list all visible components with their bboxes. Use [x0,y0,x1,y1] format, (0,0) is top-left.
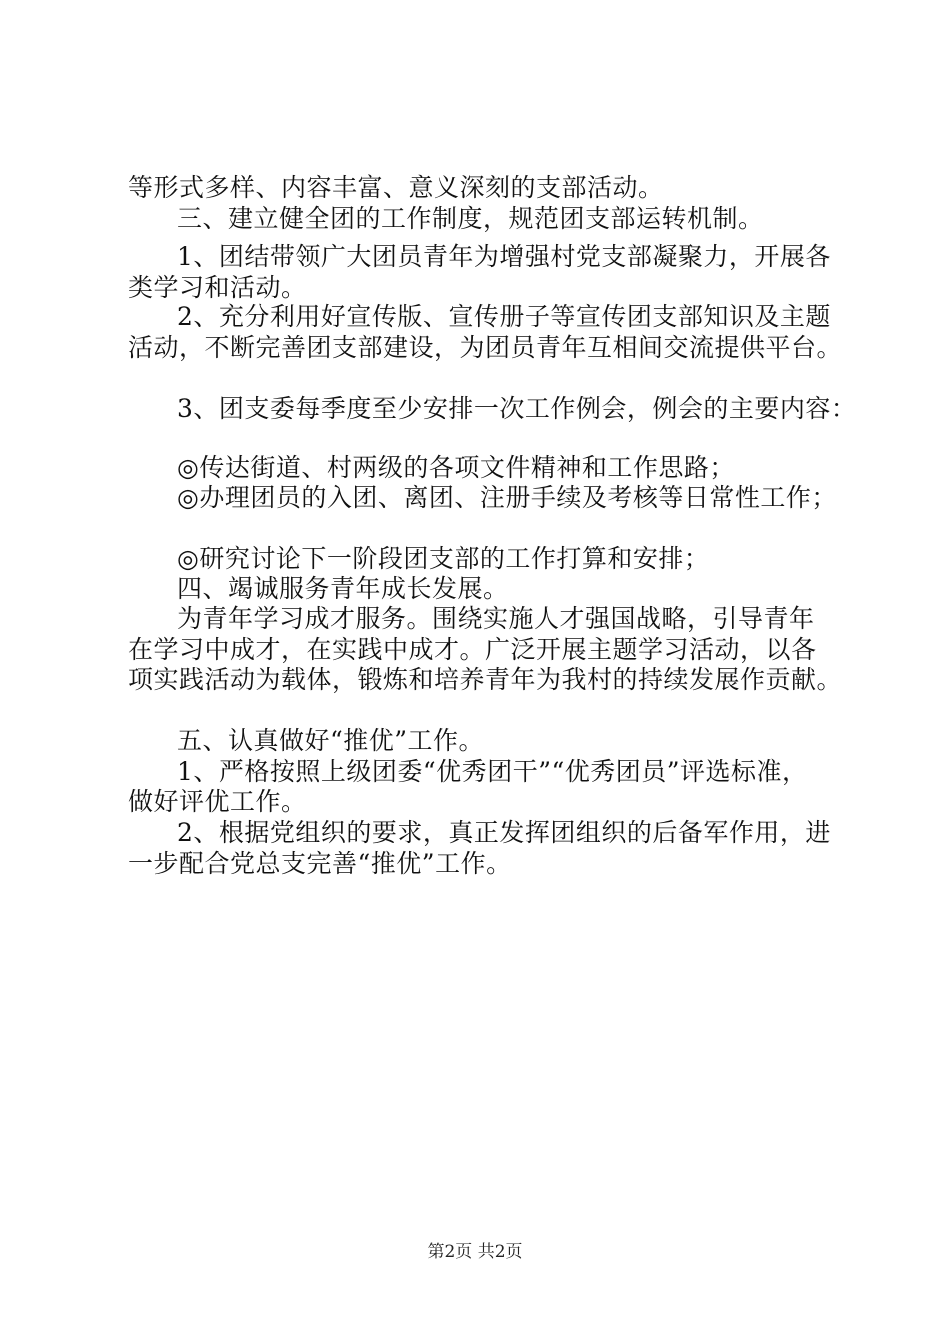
text-line: 1、严格按照上级团委“优秀团干”“优秀团员”评选标准， [177,757,808,786]
list-item: ◎传达街道、村两级的各项文件精神和工作思路； [177,453,735,482]
text-line: 1、团结带领广大团员青年为增强村党支部凝聚力，开展各 [177,242,831,271]
text-line: 3、团支委每季度至少安排一次工作例会，例会的主要内容： [177,394,857,423]
text-line: 类学习和活动。 [128,273,307,302]
text-line: 在学习中成才，在实践中成才。广泛开展主题学习活动，以各 [128,635,817,664]
list-item: ◎研究讨论下一阶段团支部的工作打算和安排； [177,544,710,573]
text-line: 一步配合党总支完善“推优”工作。 [128,849,512,878]
text-line: 项实践活动为载体，锻炼和培养青年为我村的持续发展作贡献。 [128,665,843,694]
list-item: ◎办理团员的入团、离团、注册手续及考核等日常性工作； [177,483,837,512]
section-heading: 三、建立健全团的工作制度，规范团支部运转机制。 [177,204,764,233]
page-footer: 第2页 共2页 [427,1242,523,1262]
text-line: 2、充分利用好宣传版、宣传册子等宣传团支部知识及主题 [177,302,831,331]
text-line: 为青年学习成才服务。围绕实施人才强国战略，引导青年 [177,604,815,633]
text-line: 2、根据党组织的要求，真正发挥团组织的后备军作用，进 [177,818,831,847]
text-line: 活动，不断完善团支部建设，为团员青年互相间交流提供平台。 [128,333,843,362]
text-line: 等形式多样、内容丰富、意义深刻的支部活动。 [128,173,664,202]
section-heading: 四、竭诚服务青年成长发展。 [177,574,509,603]
text-line: 做好评优工作。 [128,787,307,816]
section-heading: 五、认真做好“推优”工作。 [177,726,485,755]
